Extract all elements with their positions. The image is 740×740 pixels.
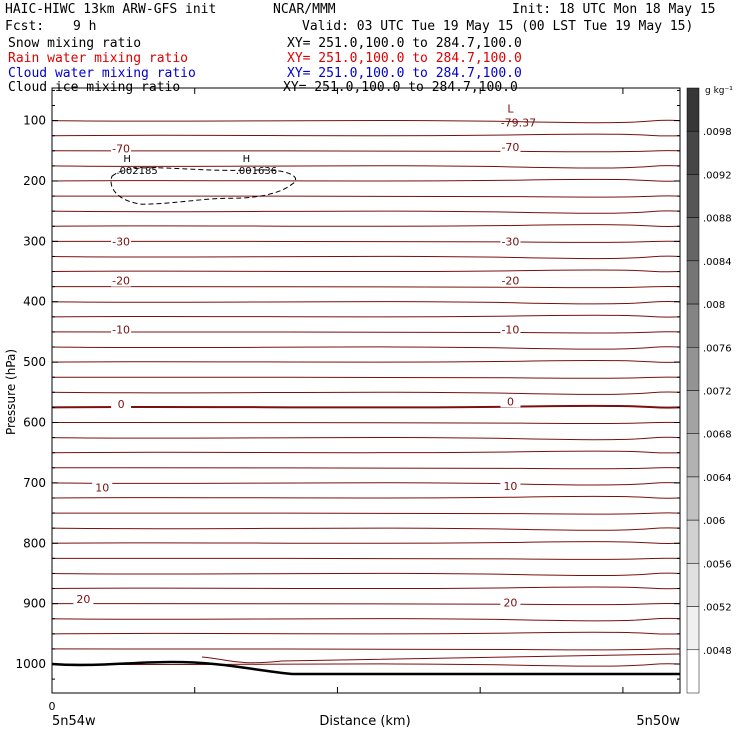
y-tick-label: 400 [23,294,46,309]
isotherm-line [52,528,680,531]
colorbar-swatch [687,477,699,520]
contour-label: -70 [112,142,131,156]
isotherm-line [52,451,680,453]
isotherm-line [52,211,680,214]
contour-label: -10 [501,323,520,337]
colorbar-unit: g kg⁻¹ [705,86,733,96]
isotherm-line [52,406,680,408]
colorbar-swatch [687,391,699,434]
field-snow-name: Snow mixing ratio [8,36,142,51]
contour-label: -20 [501,274,520,288]
field-cloud-ice-xy: XY= 251.0,100.0 to 284.7,100.0 [283,80,518,95]
isotherm-line [52,179,680,181]
colorbar-swatch [687,131,699,174]
maximum-marker: H [123,154,131,166]
isotherm-line [52,437,680,440]
isotherm-line [52,286,680,287]
isotherm-line [52,542,680,544]
isotherm-line [52,603,680,604]
field-cloud-water-xy: XY= 251.0,100.0 to 284.7,100.0 [287,66,522,81]
isotherm-line [52,632,680,634]
colorbar-swatch [687,563,699,606]
field-cloud-water-name: Cloud water mixing ratio [8,66,196,81]
colorbar-label: .0052 [703,602,732,614]
x-start-label: 5n54w [52,714,96,729]
colorbar-label: .0056 [703,559,732,571]
x-axis-label: Distance (km) [319,714,411,729]
minimum-marker: L [507,102,514,116]
init-time: Init: 18 UTC Mon 18 May 15 [512,2,716,17]
isotherm-line [52,573,680,576]
colorbar-label: .0076 [703,343,732,355]
isotherm-line [52,134,680,136]
y-tick-label: 300 [23,234,46,249]
isotherm-line [52,332,680,333]
colorbar-swatch [687,261,699,304]
maximum-value: .001636 [235,166,278,178]
maximum-marker: H [242,154,251,166]
minimum-value: -79.37 [500,116,537,130]
plot-frame [52,88,680,693]
colorbar-swatch [687,174,699,217]
isotherm-line [52,482,680,485]
colorbar-swatch [687,304,699,347]
colorbar-label: .008 [703,300,726,312]
isotherm-line [52,225,680,227]
isotherm-line [52,618,680,621]
isotherm-line [52,468,680,469]
colorbar-swatch [687,650,699,693]
maximum-value: .002185 [116,166,158,178]
x-tick-label-0: 0 [48,700,56,713]
y-tick-label: 200 [23,173,46,188]
colorbar-label: .0048 [703,645,732,657]
contour-label: -30 [501,235,520,249]
colorbar-swatch [687,607,699,650]
isotherm-line [52,256,680,259]
x-end-label: 5n50w [636,714,680,729]
y-axis-label: Pressure (hPa) [4,348,18,436]
field-snow-xy: XY= 251.0,100.0 to 284.7,100.0 [287,36,522,51]
colorbar-label: .0064 [703,472,732,484]
contour-label: -10 [112,323,131,337]
colorbar-label: .0088 [703,213,732,225]
contour-label: 0 [506,395,514,409]
y-tick-label: 500 [23,355,46,370]
isotherm-line [52,361,680,363]
y-tick-label: 700 [23,475,46,490]
valid-time: Valid: 03 UTC Tue 19 May 15 (00 LST Tue 19 May 15) [302,19,694,34]
contour-label: 20 [76,592,91,606]
colorbar-swatch [687,434,699,477]
contour-label: -20 [112,274,131,288]
isotherm-line [52,377,680,378]
colorbar-label: .0092 [703,170,732,182]
field-cloud-ice-name: Cloud ice mixing ratio [8,80,181,95]
colorbar-swatch [687,88,699,131]
contour-label: 10 [503,479,518,493]
colorbar-swatch [687,218,699,261]
colorbar-label: .0068 [703,429,732,441]
contour-label: 0 [117,397,125,411]
title-center: NCAR/MMM [273,2,336,17]
y-tick-label: 900 [23,596,46,611]
field-rain-xy: XY= 251.0,100.0 to 284.7,100.0 [287,51,522,66]
isotherm-line [52,270,680,272]
colorbar-label: .0072 [703,386,732,398]
near-surface-line [202,654,680,663]
isotherm-line [52,649,680,650]
contour-label: 20 [503,596,518,610]
field-rain-name: Rain water mixing ratio [8,51,189,66]
colorbar-label: .0098 [703,127,732,139]
colorbar-swatch [687,520,699,563]
isotherm-line [52,496,680,498]
colorbar-swatch [687,347,699,390]
colorbar-label: .006 [703,516,726,528]
title-left: HAIC-HIWC 13km ARW-GFS init [5,2,217,17]
contour-label: -70 [501,141,520,155]
isotherm-line [52,558,680,559]
isotherm-line [52,513,680,514]
isotherm-line [52,301,680,304]
isotherm-line [52,196,680,197]
y-tick-label: 1000 [15,657,46,672]
isotherm-line [52,241,680,242]
isotherm-line [52,120,680,123]
y-tick-label: 100 [23,113,46,128]
isotherm-line [52,392,680,395]
isotherm-line [52,422,680,423]
colorbar-label: .0084 [703,256,732,268]
isotherm-line [52,315,680,317]
contour-label: -30 [112,235,131,249]
isotherm-line [52,151,680,152]
fcst-label: Fcst: [5,19,45,34]
contour-label: 10 [95,481,110,495]
fcst-value: 9 h [73,19,97,34]
y-tick-label: 800 [23,536,46,551]
isotherm-line [52,347,680,350]
y-tick-label: 600 [23,415,46,430]
isotherm-line [52,587,680,589]
isotherm-line [52,664,680,667]
